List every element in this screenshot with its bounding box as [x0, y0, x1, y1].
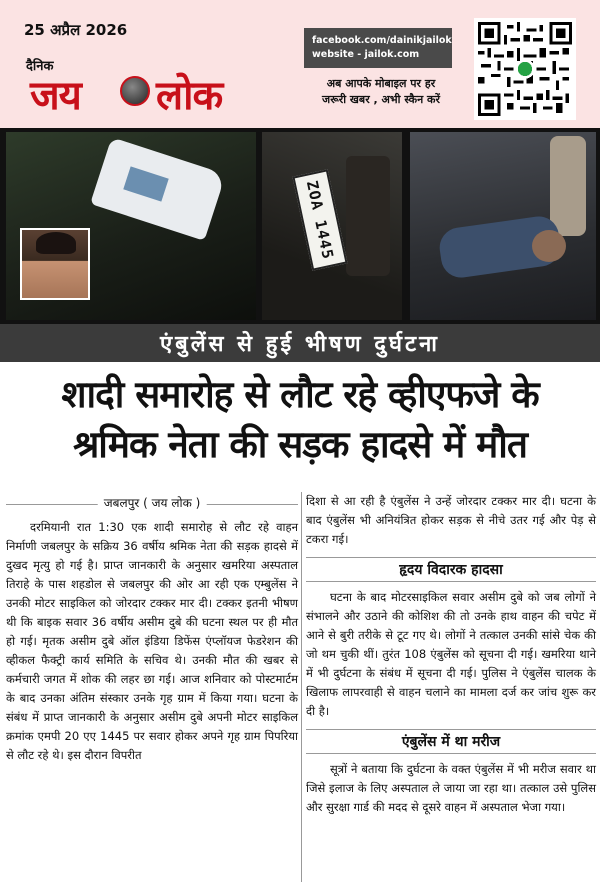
- subhead-heartbreaking-accident: हृदय विदारक हादसा: [306, 557, 596, 582]
- masthead-name-right: लोक: [156, 72, 223, 119]
- column-divider: [301, 492, 302, 882]
- dateline-box: [6, 492, 298, 518]
- scan-promo: [296, 76, 466, 108]
- masthead-prefix: दैनिक: [26, 59, 54, 74]
- dateline: जबलपुर ( जय लोक ): [98, 494, 207, 511]
- bike-part-shape: [346, 156, 390, 276]
- promo-line-2: जरूरी खबर , अभी स्कैन करें: [322, 93, 440, 106]
- social-links-box: [304, 28, 452, 68]
- injured-person-head: [532, 230, 566, 262]
- headline-line-1: शादी समारोह से लौट रहे व्हीएफजे के: [61, 373, 539, 416]
- subhead-patient-in-ambulance: एंबुलेंस में था मरीज: [306, 729, 596, 754]
- ambulance-photo: [6, 132, 256, 320]
- article-column-left: [6, 492, 298, 765]
- website-link[interactable]: website - jailok.com: [312, 49, 420, 60]
- masthead-name-left: जय: [30, 72, 81, 119]
- victim-portrait-hair: [36, 232, 76, 254]
- headline-line-2: श्रमिक नेता की सड़क हादसे में मौत: [73, 423, 527, 466]
- facebook-link[interactable]: facebook.com/dainikjailok: [312, 35, 452, 46]
- article-body-continuation: दिशा से आ रही है एंबुलेंस ने उन्हें जोरदार टक्कर मार दी। घटना के बाद एंबुलेंस भी अनियंत्रित होकर सड़क से नीचे उतर गई और पेड़ से टकरा गई।: [306, 494, 596, 546]
- article-body-left: दरमियानी रात 1:30 एक शादी समारोह से लौट रहे वाहन निर्माणी जबलपुर के सक्रिय 36 वर्षीय श्रमिक नेता की सड़क हादसे में दुखद मृत्यु हो गई है। प्राप्त जानकारी के अनुसार खमरिया अस्पताल तिराहे के पास शहडोल से जबलपुर की ओर आ रही एक एम्बुलेंस ने उनकी मोटर साइकिल को जोरदार टक्कर मार दी। टक्कर इतनी भीषण थी कि बाइक सवार 36 वर्षीय असीम दुबे की घटना स्थल पर ही मौत हो गई। मृतक असीम दुबे ऑल इंडिया डिफेंस एंप्लॉयज फेडरेशन की व्हीकल फैक्ट्री कार्य समिति के सचिव थे। उनकी मौत की खबर से कर्मचारी जगत में शोक की लहर छा गई। आज शनिवार को पोस्टमार्टम के बाद उनका अंतिम संस्कार उनके गृह ग्राम में किया गया। घटना के संबंध में प्राप्त जानकारी के अनुसार असीम दुबे अपनी मोटर साइकिल क्रमांक एमपी 20 एए 1445 पर सवार होकर अपने गृह ग्राम पिपरिया से लौट रहे थे। इस दौरान विपरीत: [6, 520, 298, 762]
- number-plate: [292, 169, 347, 270]
- kicker-text: एंबुलेंस से हुई भीषण दुर्घटना: [160, 332, 440, 357]
- bystander-shape: [550, 136, 586, 236]
- injured-person-photo: [410, 132, 596, 320]
- newspaper-header: [0, 0, 600, 128]
- masthead-logo: [24, 52, 256, 119]
- article-section-2: सूत्रों ने बताया कि दुर्घटना के वक्त एंबुलेंस में भी मरीज सवार था जिसे इलाज के लिए अस्पताल ले जाया जा रहा था। तत्काल उसे पुलिस और सुरक्षा गार्ड की मदद से दूसरे वाहन में अस्पताल भेजा गया।: [306, 762, 596, 814]
- issue-date: 25 अप्रैल 2026: [24, 21, 128, 39]
- qr-code-icon[interactable]: [474, 18, 576, 120]
- article-section-1: घटना के बाद मोटरसाइकिल सवार असीम दुबे को जब लोगों ने संभालने और उठाने की कोशिश की तो उनके हाथ वाहन की चपेट में आने से बुरी तरीके से टूट गए थे। लोगों ने तत्काल उनकी सांसे चेक की जो थम चुकी थीं। तुरंत 108 एंबुलेंस को सूचना दी गई। खमरिया थाने में भी दुर्घटना के संबंध में सूचना दी गई। पुलिस ने एंबुलेंस चालक के खिलाफ लापरवाही से वाहन चलाने का मामला दर्ज कर जांच शुरू कर दी है।: [306, 590, 596, 718]
- number-plate-text: ZOA 1445: [302, 178, 338, 262]
- article-column-right: [306, 492, 596, 817]
- promo-line-1: अब आपके मोबाइल पर हर: [326, 77, 436, 90]
- photo-strip: [0, 128, 600, 324]
- globe-icon: [120, 76, 150, 106]
- motorcycle-plate-photo: [262, 132, 402, 320]
- main-headline: [10, 370, 590, 470]
- kicker-banner: [0, 324, 600, 362]
